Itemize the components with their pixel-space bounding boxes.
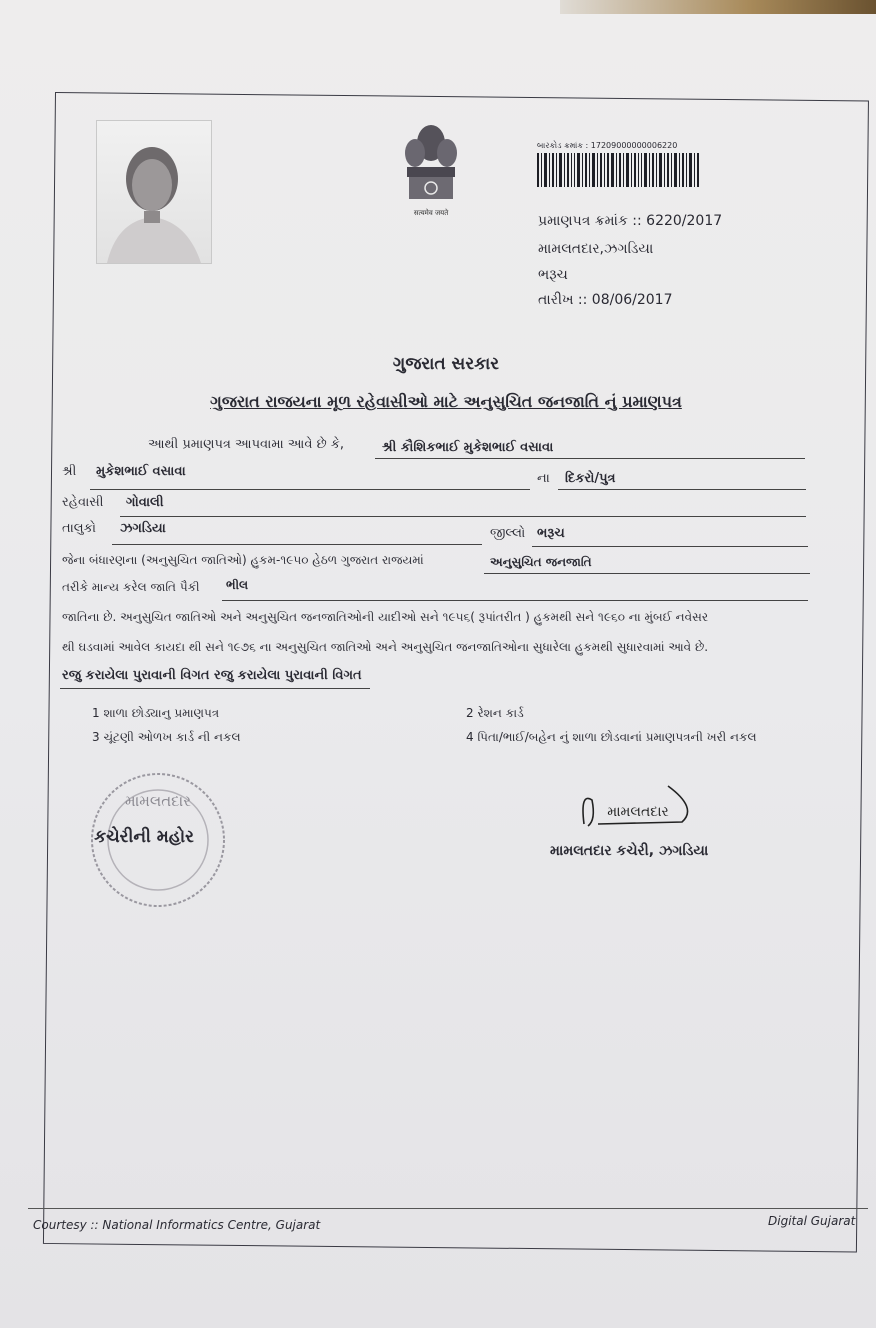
caste-value: ભીલ (226, 578, 249, 592)
evidence-item: 4 પિતા/ભાઈ/બહેન નું શાળા છોડવાનાં પ્રમાણપત્રની ખરી નકલ (466, 730, 757, 744)
evidence-item: 2 રેશન કાર્ડ (466, 706, 524, 720)
footer-brand: Digital Gujarat (768, 1214, 856, 1228)
footer-divider (28, 1208, 868, 1209)
underline (558, 489, 806, 490)
intro-text: આથી પ્રમાણપત્ર આપવામા આવે છે કે, (148, 437, 345, 452)
recognized-label: તરીકે માન્ય કરેલ જાતિ પૈકી (62, 580, 200, 594)
seal-arc-text: મામલતદાર (125, 792, 191, 810)
paragraph-line2: થી ઘડવામાં આવેલ કાયદા થી સને ૧૯૭૬ ના અનુસુચિત જાતિઓ અને અનુસુચિત જનજાતિઓના સુધારેલા હુકમથી સુધારવામાં આવે છે. (62, 640, 709, 654)
underline (532, 546, 808, 547)
barcode-icon (537, 153, 700, 187)
signature-text: મામલતદાર (607, 804, 669, 820)
underline (60, 688, 370, 689)
applicant-name: શ્રી કૌશિકભાઈ મુકેશભાઈ વસાવા (382, 440, 554, 455)
issuing-office: મામલતદાર,ઝગડિયા (538, 241, 654, 257)
category-value: અનુસુચિત જનજાતિ (490, 555, 592, 569)
na-label: ના (537, 471, 550, 486)
office-seal (84, 770, 232, 910)
footer-courtesy: Courtesy :: National Informatics Centre, Gujarat (33, 1218, 321, 1232)
certificate-number: પ્રમાણપત્ર ક્રમાંક :: 6220/2017 (538, 213, 723, 229)
issuing-district: ભરૂચ (538, 267, 568, 283)
evidence-item: 1 શાળા છોડ્યાનુ પ્રમાણપત્ર (92, 706, 220, 720)
barcode-number: બારકોડ ક્રમાંક : 17209000000006220 (537, 141, 678, 150)
taluka-value: ઝગડિયા (120, 521, 166, 536)
emblem-motto: सत्यमेव जयते (413, 209, 449, 217)
signature-office: મામલતદાર કચેરી, ઝગડિયા (550, 843, 709, 859)
resident-label: રહેવાસી (62, 495, 104, 510)
certificate-title: ગુજરાત રાજયના મૂળ રહેવાસીઓ માટે અનુસુચિત જનજાતિ નું પ્રમાણપત્ર (210, 392, 682, 411)
background-strip (560, 0, 876, 14)
underline (222, 600, 808, 601)
father-name: મુકેશભાઈ વસાવા (96, 464, 186, 479)
underline (375, 458, 805, 459)
government-heading: ગુજરાત સરકાર (392, 354, 500, 374)
district-value: ભરૂચ (537, 526, 565, 541)
applicant-photo (96, 120, 212, 264)
underline (90, 489, 530, 490)
village-value: ગોવાલી (126, 495, 164, 510)
underline (484, 573, 810, 574)
shri-label: શ્રી (62, 464, 77, 479)
relation-value: દિકરો/પુત્ર (565, 471, 616, 486)
seal-text: કચેરીની મહોર (94, 827, 194, 847)
officer-signature (578, 780, 698, 830)
order-text: જેના બંધારણના (અનુસુચિત જાતિઓ) હુકમ-૧૯૫૦ હેઠળ ગુજરાત રાજયમાં (62, 553, 424, 567)
paragraph-line1: જાતિના છે. અનુસુચિત જાતિઓ અને અનુસુચિત જનજાતિઓની યાદીઓ સને ૧૯૫૬( રૂપાંતરીત ) હુકમથી સને ૧૯૬૦ ના મુંબઈ નવેસર (62, 610, 709, 624)
underline (120, 516, 806, 517)
evidence-item: 3 ચૂંટણી ઓળખ કાર્ડ ની નકલ (92, 730, 241, 744)
taluka-label: તાલુકો (62, 521, 97, 536)
underline (112, 544, 482, 545)
district-label: જીલ્લો (490, 526, 526, 541)
evidence-heading: રજુ કરાયેલા પુરાવાની વિગત રજુ કરાયેલા પુરાવાની વિગત (62, 668, 362, 683)
national-emblem-icon (395, 115, 467, 223)
issue-date: તારીખ :: 08/06/2017 (538, 292, 673, 308)
